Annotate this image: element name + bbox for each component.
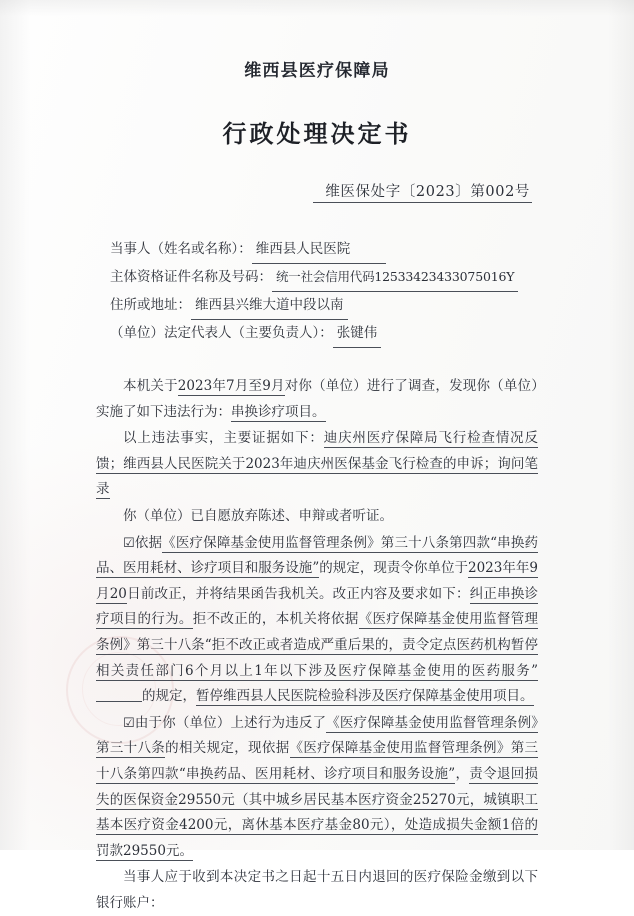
document-title: 行政处理决定书 <box>222 119 412 148</box>
page-edge-shadow-right <box>608 0 634 850</box>
order-clause-paragraph <box>96 531 538 710</box>
party-credential-label: 主体资格证件名称及号码： <box>110 269 272 285</box>
order-after-regulation: 的规定，现责令你单位于 <box>319 560 468 577</box>
investigation-lead-in: 本机关于 <box>123 378 178 394</box>
checked-checkbox-icon-2[interactable]: ☑ <box>123 715 135 731</box>
order-month-unit: 月 <box>96 585 110 602</box>
penalty-basis-regulation: 《医疗保障基金使用监督管理条例》第三十八条第四款“串换药品、医用耗材、诊疗项目和服务设施” <box>96 740 539 782</box>
order-lead-in: 依据 <box>134 534 163 551</box>
party-address-value: 维西县兴维大道中段以南 <box>191 292 348 320</box>
document-body <box>96 374 538 916</box>
party-name-value: 维西县人民医院 <box>252 236 386 264</box>
party-representative-value: 张键伟 <box>333 320 382 348</box>
investigation-violation: 串换诊疗项目。 <box>231 403 326 420</box>
order-year-unit: 年 <box>515 560 530 577</box>
penalty-order-amounts: 责令退回损失的医保资金29550元（其中城乡居民基本医疗资金25270元，城镇职工基本医疗资金4200元，离休基本医疗基金80元），处造成损失金额1倍的罚款29550元。 <box>96 765 539 859</box>
party-credential-row <box>110 264 538 292</box>
party-address-row <box>110 292 538 320</box>
document-number-row <box>96 180 538 203</box>
payment-instruction-paragraph: 当事人应于收到本决定书之日起十五日内退回的医疗保险金缴到以下银行账户： <box>96 869 538 911</box>
investigation-paragraph <box>96 374 538 425</box>
evidence-items: 迪庆州医疗保障局飞行检查情况反馈；维西县人民医院关于2023年迪庆州医保基金飞行检查的申诉；询问笔录 <box>96 430 538 498</box>
order-correction-requirement: 纠正串换诊疗项目的行为。 <box>96 585 539 628</box>
party-credential-value: 统一社会信用代码12533423433075016Y <box>272 264 518 292</box>
order-deadline-year: 2023年 <box>467 560 516 577</box>
issuing-organization-title: 维西县医疗保障局 <box>244 61 390 81</box>
investigation-middle-text: 对你（单位）进行了调查，发现你（单位）实施了如下违法行为： <box>96 378 539 420</box>
order-regulation-citation: 《医疗保障基金使用监督管理条例》第三十八条第四款“串换药品、医用耗材、诊疗项目和服务设施” <box>96 534 539 577</box>
order-refusal-regulation: 《医疗保障基金使用监督管理条例》第三十八条“拒不改正或者造成严重后果的，责令定点医药机构暂停相关责任部门6个月以上1年以下涉及医疗保障基金使用的医药服务” <box>96 611 539 679</box>
party-address-label: 住所或地址： <box>110 297 191 313</box>
statement-waiver-paragraph: 你（单位）已自愿放弃陈述、申辩或者听证。 <box>123 507 393 524</box>
party-name-row <box>110 236 538 264</box>
penalty-violated-regulation: 《医疗保障基金使用监督管理条例》第三十八条 <box>96 714 538 757</box>
party-name-label: 当事人（姓名或名称）： <box>110 241 252 257</box>
page-edge-shadow-left <box>0 0 30 850</box>
order-refusal-after: 的规定， <box>142 688 196 705</box>
order-deadline-day: 20 <box>109 585 127 602</box>
investigation-period: 2023年7月至9月 <box>177 378 285 394</box>
party-representative-row <box>110 320 538 348</box>
evidence-lead-in: 以上违法事实，主要证据如下： <box>123 430 324 447</box>
party-representative-label: （单位）法定代表人（主要负责人）： <box>110 325 333 341</box>
checked-checkbox-icon[interactable]: ☑ <box>123 535 135 551</box>
order-day-unit-and-text: 日前改正，并将结果函告我机关。改正内容及要求如下： <box>126 585 470 602</box>
order-refusal-lead: 拒不改正的，本机关将依据 <box>192 611 359 628</box>
penalty-middle-text: 的相关规定，现依据 <box>165 740 290 757</box>
order-refusal-blank-space <box>96 701 142 702</box>
evidence-paragraph <box>96 426 538 503</box>
penalty-clause-paragraph <box>96 711 538 865</box>
document-number: 维医保处字〔2023〕第002号 <box>313 180 532 203</box>
penalty-comma: ， <box>455 765 470 782</box>
party-information-block <box>96 236 538 348</box>
penalty-lead-in: 由于你（单位）上述行为违反了 <box>134 714 327 731</box>
order-deadline-month: 9 <box>529 560 539 577</box>
order-suspension-measure: 暂停维西县人民医院检验科涉及医疗保障基金使用项目。 <box>196 688 534 705</box>
